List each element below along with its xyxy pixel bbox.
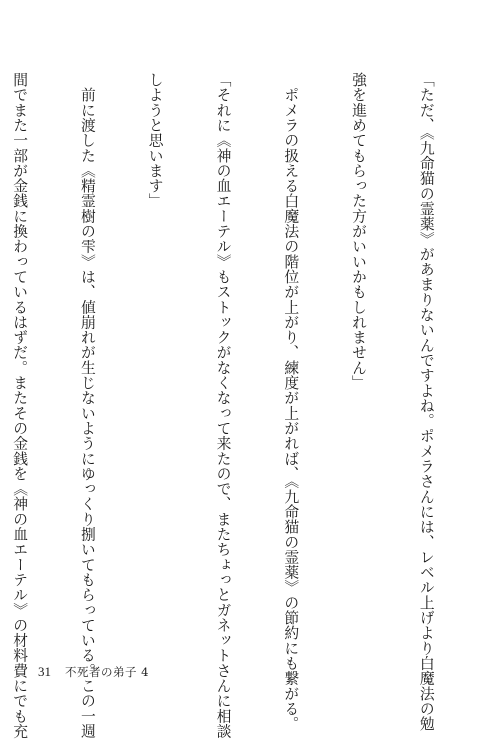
- text-line: しようと思います」: [146, 72, 164, 209]
- page-number: 31: [38, 664, 51, 679]
- page-footer: [38, 664, 149, 680]
- book-title: 不死者の弟子 4: [65, 665, 149, 679]
- text-line: 前に渡した《精霊樹の雫》は、値崩れが生じないようにゆっくり捌いてもらっている。この一週: [78, 72, 96, 739]
- text-line: 「それに《神の血エーテル》もストックがなくなって来たので、またちょっとガネットさんに相談: [214, 72, 232, 739]
- text-line: 「ただ、《九命猫の霊薬》があまりないんですよね。ポメラさんには、レベル上げより白魔法の勉: [417, 72, 435, 732]
- text-line: ポメラの扱える白魔法の階位が上がり、練度が上がれば、《九命猫の霊薬》の節約にも繋がる。: [282, 72, 300, 732]
- text-line: 強を進めてもらった方がいいかもしれません」: [350, 72, 368, 391]
- text-line: 間でまた一部が金銭に換わっているはずだ。またその金銭を《神の血エーテル》の材料費にでも充: [11, 72, 29, 739]
